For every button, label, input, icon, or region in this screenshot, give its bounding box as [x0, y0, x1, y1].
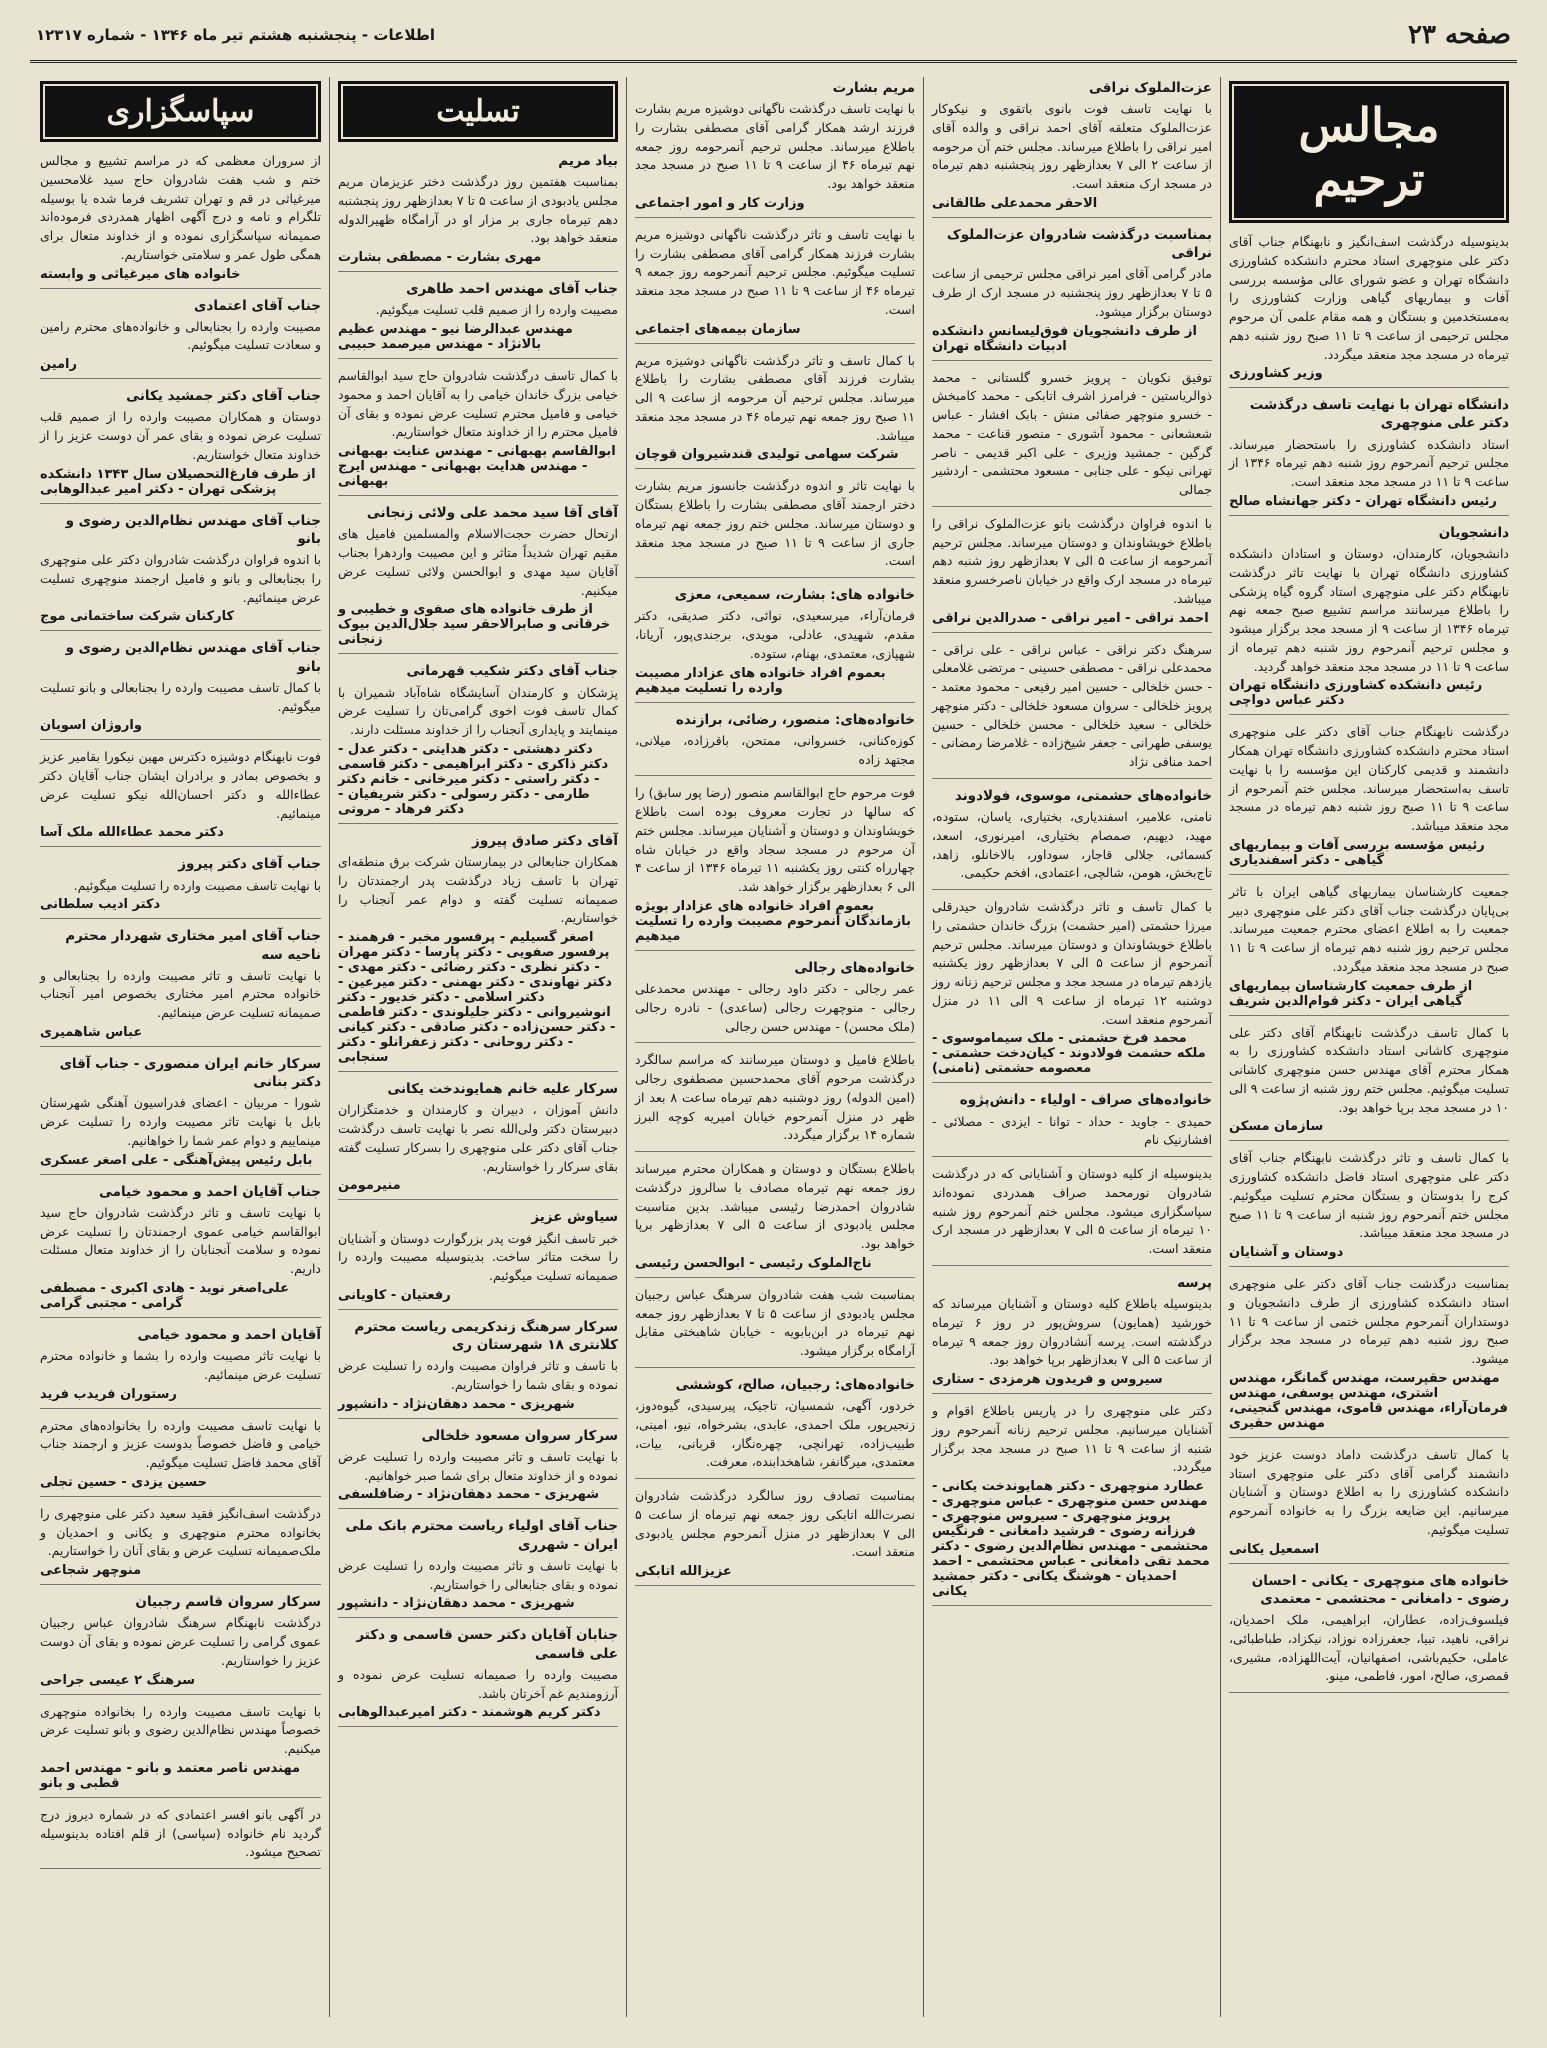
notice	[40, 512, 321, 632]
notice-text: بمناسبت هفتمین روز درگذشت دختر عزیزمان مریم مجلس یادبودی از ساعت ۵ تا ۷ بعدازظهر روز پنجشنبه دهم تیرماه جاری بر مزار او در آرامگاه ظهیرالدوله منعقد خواهد بود.	[337, 174, 618, 246]
column-5	[32, 77, 329, 2017]
notice-text: با نهایت تاسف و تاثر مصیبت وارده را بجنابعالی و خانواده محترم امیر مختاری بخصوص امیر آنجناب صمیمانه تسلیت عرض مینمائیم.	[40, 967, 321, 1021]
notice	[40, 1703, 321, 1798]
notice	[635, 477, 915, 578]
notice-text: با اندوه فراوان درگذشت شادروان دکتر علی منوچهری را بجنابعالی و بانو و فامیل ارجمند منوچهری تسلیت عرض مینمائیم.	[40, 552, 321, 605]
notice-text: فیلسوف‌زاده، عطاران، ابراهیمی، ملک احمدیان، نراقی، ناهید، تبیا، جعفرزاده نوزاد، نیکزاد، طباطبائی، عاملی، حکیم‌باشی، اصفهانیان، آیت‌اللهزاده، مشیری، قمصری، صالح، امور، فاطمی، مینو.	[1229, 1612, 1509, 1684]
notice	[635, 79, 915, 218]
notice-title: آقای دکتر صادق پیروز	[472, 832, 618, 849]
notice	[635, 352, 915, 470]
notice-signature: منیرمومن	[338, 1178, 401, 1194]
notice-signature: رامین	[40, 357, 77, 373]
notice-title: خانواده‌های رجالی	[794, 959, 915, 976]
notice-text: خردور، آگهی، شمسیان، تاجیک، پیرسیدی، گیوه‌دوز، زنجیرپور، ملک احمدی، عابدی، بشرخواه، نیو، امینی، طبیب‌زاده، تهرانچی، چهره‌نگار، قربانی، بیات، معتمدی، میرگانفر، شاهخدابنده، معرفت.	[635, 1398, 915, 1470]
notice-text: درگذشت نابهنگام سرهنگ شادروان عباس رجبیان عموی گرامی را تسلیت عرض نموده و بقای آن دوست عزیز را خواستاریم.	[40, 1615, 321, 1668]
notice-title: خانواده‌های حشمتی، موسوی، فولادوند	[954, 787, 1212, 804]
notice	[635, 1487, 915, 1586]
notice-title: خانواده‌های: منصور، رضائی، برازنده	[675, 711, 915, 728]
notice-signature: خانواده های میرغیاثی و وابسته	[40, 266, 241, 282]
notice	[338, 1626, 618, 1727]
notice	[40, 1593, 321, 1694]
notice-signature: منوچهر شجاعی	[40, 1563, 142, 1579]
notice	[1229, 233, 1509, 388]
notice-title: خانواده های: بشارت، سمیعی، معزی	[674, 587, 915, 604]
notice-signature: دکتر دهشتی - دکتر هدایتی - دکتر عدل - دکتر ذاکری - دکتر ابراهیمی - دکتر قاسمی - دکتر راستی - دکتر میرخانی - خانم دکتر طارمی - دکتر رسولی - دکتر شریفیان - دکتر فرهاد - مروتی	[338, 741, 609, 817]
notice-signature: شهریزی - محمد دهقان‌نژاد - دانشپور	[338, 1396, 575, 1412]
notice-signature: مهندس حقپرست، مهندس گمانگر، مهندس اشتری، مهندس یوسفی، مهندس فرمان‌آراء، مهندس قاموی، مهندس گنجینی، مهندس حقیری	[1229, 1370, 1508, 1431]
notice	[1229, 723, 1509, 875]
notice-text: مصیبت وارده را صمیمانه تسلیت عرض نموده و آرزومندیم غم آخرتان باشد.	[338, 1666, 618, 1701]
notice-signature: مهندس عبدالرضا نیو - مهندس عظیم بالانژاد - مهندس میرصمد حبیبی	[338, 322, 573, 353]
notice	[635, 1051, 915, 1152]
notice-title: جناب آقای اعتمادی	[194, 297, 321, 314]
notice-title: جناب آقای مهندس نظام‌الدین رضوی و بانو	[65, 512, 321, 547]
notice	[1229, 396, 1509, 516]
notice	[635, 784, 915, 951]
notice-text: درگذشت نابهنگام جناب آقای دکتر علی منوچهری استاد محترم دانشکده کشاورزی دانشگاه تهران همکار دانشمند و قدیمی کارکنان این مؤسسه را با نهایت تاسف به‌استحضار میرساند. مجلس ختم آنمرحوم از ساعت ۹ تا ۱۱ صبح روز شنبه دهم تیرماه در مسجد مجد منعقد میباشد.	[1229, 724, 1509, 834]
notice-text: ارتحال حضرت حجت‌الاسلام والمسلمین فامیل های مقیم تهران شدیداً متاثر و این مصیبت واردهرا بجناب آقایان سید مهدی و ابوالحسن ولائی تسلیت عرض میکنیم.	[338, 526, 618, 598]
notice-text: با نهایت تاسف فوت بانوی باتقوی و نیکوکار عزت‌الملوک متعلقه آقای احمد نراقی و والده آقای امیر نراقی را باطلاع میرساند. مجلس ختم آن مرحومه از ساعت ۲ الی ۷ بعدازظهر روز پنجشنبه دهم تیرماه در مسجد ارک منعقد است.	[932, 101, 1212, 192]
notice-text: دوستان و همکاران مصیبت وارده را از صمیم قلب تسلیت عرض نموده و بقای عمر آن دوست عزیز را از خداوند متعال خواستاریم.	[40, 409, 321, 462]
notice	[40, 387, 321, 503]
notice-signature: از طرف دانشجویان فوق‌لیسانس دانشکده ادبیات دانشگاه تهران	[932, 323, 1197, 354]
notice	[635, 1160, 915, 1278]
notice-signature: سازمان مسکن	[1229, 1119, 1324, 1135]
section-banner-sepas: سپاسگزاری	[40, 81, 321, 142]
notice	[40, 639, 321, 740]
notice-text: خبر تاسف انگیز فوت پدر بزرگوارت دوستان و آشنایان را سخت متاثر ساخت. بدینوسیله مصیبت وارده را صمیمانه تسلیت میگوئیم.	[338, 1230, 618, 1284]
notice	[40, 855, 321, 919]
notice-title: سرکار سروان مسعود خلخالی	[421, 1427, 618, 1444]
notice-signature: از طرف فارغ‌التحصیلان سال ۱۳۴۳ دانشکده پزشکی تهران - دکتر امیر عبدالوهابی	[40, 466, 316, 497]
notice-title: دانشگاه تهران با نهایت تاسف درگذشت دکتر علی منوچهری	[1249, 397, 1509, 432]
notice	[338, 280, 618, 359]
notice-text: با کمال تاسف و تاثر درگذشت نابهنگام جناب آقای دکتر علی منوچهری استاد فاضل دانشکده کشاورزی کرج را بدوستان و بستگان محترم تسلیت میگوئیم. مجلس ختم آنمرحوم روز شنبه از ساعت ۹ تا ۱۱ صبح در مسجد مجد منعقد میباشد.	[1229, 1150, 1510, 1241]
notice-signature: علی‌اصغر نوید - هادی اکبری - مصطفی گرامی - مجتبی گرامی	[40, 1280, 289, 1311]
notice-title: خانواده‌های: رجبیان، صالح، کوششی	[675, 1376, 915, 1393]
notice-title: جناب آقای دکتر جمشید یکانی	[126, 388, 321, 405]
notice-text: با نهایت تاسف مصیبت وارده را تسلیت میگوئیم.	[73, 877, 321, 893]
notice-text: در آگهی بانو افسر اعتمادی که در شماره دیروز درج گردید نام خانواده (سپاسی) از قلم افتاده بدینوسیله تصحیح میشود.	[40, 1806, 321, 1860]
notice	[338, 1080, 618, 1200]
notice-text: سرهنگ دکتر نراقی - عباس نراقی - علی نراقی - محمدعلی نراقی - مصطفی حسینی - مرتضی غلامعلی - حسن خلخالی - حسین امیر رفیعی - محمود معتمد - پرویز خلخالی - سروان مسعود خلخالی - دکتر منوچهر خلخالی - سعید خلخالی - محسن خلخالی - حسین یوسفی طهرانی - جعفر شیخ‌زاده - غلامرضا رمضانی - احمد منافی نژاد	[932, 641, 1212, 770]
notice	[932, 641, 1212, 779]
notice-signature: سیروس و فریدون هرمزدی - ستاری	[932, 1372, 1163, 1388]
notice-text: بدینوسیله باطلاع کلیه دوستان و آشنایان میرساند که خورشید (همایون) سروش‌پور در روز ۶ تیرماه درگذشته است. پرسه آنشادروان روز جمعه ۹ تیرماه از ساعت ۵ الی ۷ بعدازظهر برپا خواهد بود.	[932, 1296, 1212, 1368]
notice-title: سرکار خانم ایران منصوری - جناب آقای دکتر بنانی	[59, 1055, 321, 1091]
section-banner-tasliat: تسلیت	[338, 81, 618, 142]
notice	[1229, 1446, 1509, 1564]
notice-text: مصیبت وارده را از صمیم قلب تسلیت میگوئیم.	[375, 302, 618, 318]
notice-title: جناب آقای امیر مختاری شهردار محترم ناحیه سه	[65, 928, 321, 963]
notice	[40, 1055, 321, 1175]
notice	[635, 711, 915, 777]
notice-text: حمیدی - جاوید - حداد - توانا - ایزدی - مصلائی - افشارنیک نام	[932, 1113, 1212, 1148]
notice-title: سرکار سروان قاسم رجبیان	[135, 1594, 321, 1611]
notice	[40, 297, 321, 380]
notice	[338, 832, 618, 1072]
notice-title: بمناسبت درگذشت شادروان عزت‌الملوک نراقی	[946, 226, 1212, 262]
notice-title: بیاد مریم	[558, 153, 618, 169]
issue-info: اطلاعات - پنجشنبه هشتم تیر ماه ۱۳۴۶ - شماره ۱۲۳۱۷	[36, 26, 435, 44]
notice	[1229, 1572, 1509, 1693]
notice	[338, 1517, 618, 1618]
notice-signature: رئیس دانشکده کشاورزی دانشگاه تهران دکتر عباس دواچی	[1229, 678, 1483, 709]
notice	[40, 1417, 321, 1497]
notice-text: توفیق نکویان - پرویز خسرو گلستانی - محمد ذوالریاستین - فرامرز اشرف اتابکی - محمد کامبخش - خسرو منوچهر صفائی منش - بابک افشار - عباس شعشعانی - محمود آشوری - منصور قناعت - محمد گرگین - جمشید وزیری - علی اکبر قدیمی - ناصر تهرانی نیکو - علی جنابی - مسعود محتشمی - اردشیر جمالی	[932, 369, 1212, 498]
notice-text: با کمال تاسف و تاثر درگذشت ناگهانی دوشیزه مریم بشارت فرزند آقای مصطفی بشارت را باطلاع میرساند. مجلس ترحیم آن مرحومه از ساعت ۹ الی ۱۱ صبح روز جمعه نهم تیرماه ۴۶ در مسجد مجد منعقد میباشد.	[635, 352, 915, 443]
notice	[932, 787, 1212, 890]
notice-signature: سازمان بیمه‌های اجتماعی	[635, 321, 801, 337]
notice-title: خانواده های منوچهری - یکانی - احسان رضوی - دامغانی - محتشمی - معتمدی	[1251, 1572, 1509, 1607]
notice-signature: عزیزالله اتابکی	[635, 1564, 732, 1580]
notice-title: سرکار سرهنگ زندکریمی ریاست محترم کلانتری ۱۸ شهرستان ری	[354, 1318, 618, 1353]
notice-text: کوزه‌کنانی، خسروانی، ممتحن، باقرزاده، میلانی، مجتهد زاده	[635, 732, 915, 767]
notice	[40, 1183, 321, 1318]
notice-text: درگذشت اسف‌انگیز فقید سعید دکتر علی منوچهری را بخانواده محترم منوچهری و یکانی و احمدیان و ملک‌صمیمانه تسلیت عرض و بقای آنان را خواستاریم.	[40, 1505, 321, 1559]
notice-title: آقایان احمد و محمود خیامی	[137, 1326, 321, 1343]
notice-signature: مهندس ناصر معتمد و بانو - مهندس احمد قطبی و بانو	[40, 1760, 301, 1791]
notice-signature: عطارد منوچهری - دکتر همایوندخت یکانی - مهندس حسن منوچهری - عباس منوچهری - پرویز منوچهری - سیروس منوچهری - فرزانه رضوی - فرشید دامغانی - فرنگیس محتشمی - مهندس نظام‌الدین رضوی - دکتر محمد تقی دامغانی - عباس محتشمی - احمد احمدیان - هوشنگ یکانی - دکتر جمشید یکانی	[932, 1479, 1210, 1600]
notice	[338, 1427, 618, 1510]
notice-text: با نهایت تاسف مصیبت وارده را بخانواده‌های محترم خیامی و فاضل خصوصاً بدوست عزیز و ارجمند جناب آقای محمد فاضل تسلیت میگوئیم.	[40, 1417, 321, 1471]
notice-text: بمناسبت درگذشت جناب آقای دکتر علی منوچهری استاد دانشکده کشاورزی از طرف دانشجویان و دوستداران آنمرحوم مجلس ختمی از ساعت ۹ تا ۱۱ صبح روز شنبه دهم تیرماه در مسجد مجد برگزار میشود.	[1229, 1276, 1509, 1367]
notice	[1229, 524, 1509, 715]
notice	[40, 1806, 321, 1869]
notice-signature: اسمعیل یکانی	[1229, 1541, 1320, 1557]
notice-text: با نهایت تاسف و تاثر درگذشت شادروان حاج سید ابوالقاسم خیامی عموی ارجمندتان را تسلیت عرض نموده و سلامت آنجنابان را از خداوند متعال مسئلت داریم.	[40, 1204, 321, 1277]
notice-signature: دکتر کریم هوشمند - دکتر امیرعبدالوهابی	[338, 1705, 601, 1721]
notice-text: مصیبت وارده را بجنابعالی و خانواده‌های محترم رامین و سعادت تسلیت میگوئیم.	[40, 318, 321, 353]
notice-title: خانواده‌های صراف - اولیاء - دانش‌پژوه	[959, 1092, 1212, 1109]
notice-text: فوت مرحوم حاج ابوالقاسم منصور (رضا پور سابق) را که سالها در تجارت معروف بوده است باطلاع خویشاوندان و دوستان و آشنایان میرساند. مجلس ختم آن مرحوم در مسجد سجاد واقع در خیابان شاه چهارراه کنتی روز یکشنبه ۱۱ تیرماه ۱۳۴۶ از ساعت ۴ الی ۶ بعدازظهر برگزار خواهد شد.	[635, 785, 915, 895]
notice-title: پرسه	[1177, 1274, 1212, 1291]
notice-text: دکتر علی منوچهری را در پاریس باطلاع اقوام و آشنایان میرسانیم. مجلس ترحیم زنانه آنمرحوم روز شنبه از ساعت ۹ تا ۱۱ صبح در مسجد مجد برگزار میگردد.	[932, 1403, 1212, 1475]
notice	[635, 1286, 915, 1368]
notice	[635, 1376, 915, 1479]
notice-text: با کمال تاسف و تاثر درگذشت شادروان حیدرقلی میرزا حشمتی (امیر حشمت) بزرگ خاندان حشمتی را باطلاع خویشاوندان و دوستان میرساند. مجلس ترحیم آنمرحوم از ساعت ۵ الی ۷ بعدازظهر روز یکشنبه یازدهم تیرماه در مسجد مجد و مجلس ترحیم زنانه روز دوشنبه ۱۲ تیرماه از ساعت ۹ الی ۱۱ در منزل آنمرحوم منعقد است.	[932, 899, 1213, 1027]
notice-title: سرکار علیه خانم همایوندخت یکانی	[387, 1081, 618, 1098]
notice	[932, 515, 1212, 633]
notice-signature: کارکنان شرکت ساختمانی موج	[40, 609, 235, 625]
notice-text: با تاسف و تاثر فراوان مصیبت وارده را تسلیت عرض نموده و بقای شما را خواستاریم.	[338, 1358, 618, 1392]
notice-text: عمر رجالی - دکتر داود رجالی - مهندس محمدعلی رجالی - منوچهرت رجالی (ساعدی) - نادره رجالی (ملک محسن) - مهندس حسن رجالی	[635, 981, 915, 1034]
column-4	[329, 77, 626, 2017]
notice	[338, 152, 618, 272]
notice	[635, 959, 915, 1043]
notice-text: شورا - مربیان - اعضای فدراسیون آهنگی شهرستان بابل با نهایت تاثر مصیبت وارده را تسلیت عرض مینماییم و دوام عمر شما را خواهانیم.	[40, 1095, 321, 1148]
notice	[40, 1505, 321, 1585]
notice-signature: دوستان و آشنایان	[1229, 1245, 1344, 1261]
notice-signature: ناج‌الملوک رئیسی - ابوالحسن رئیسی	[635, 1255, 872, 1271]
notice-title: جناب آقای مهندس نظام‌الدین رضوی و بانو	[65, 640, 321, 675]
notice-title: جنابان آقایان دکتر حسن قاسمی و دکتر علی قاسمی	[356, 1627, 618, 1662]
notice	[1229, 883, 1509, 1016]
notice-text: فوت نابهنگام دوشیزه دکترس مهین نیکورا بقامیر عزیز و بخصوص بمادر و برادران ایشان جناب آقایان دکتر عطاءالله و دکتر احسان‌الله نیکو تسلیت عرض مینمائیم.	[40, 749, 321, 821]
notice-signature: عباس شاهمیری	[40, 1024, 143, 1040]
notice-text: دانشجویان، کارمندان، دوستان و استادان دانشکده کشاورزی دانشگاه تهران با نهایت تاثر درگذشت نابهنگام دکتر علی منوچهری استاد گروه گیاه پزشکی را باطلاع میرسانند مراسم تشییع صبح جمعه نهم تیرماه ۱۳۴۶ از ساعت ۹ از مسجد مجد برگزار میشود و مجلس ترحیم آنمرحوم روز شنبه دهم تیرماه از ساعت ۹ تا ۱۱ در مسجد مجد منعقد خواهد گردید.	[1229, 546, 1509, 674]
notice-signature: اصغر گسیلیم - پرفسور مخبر - فرهمند - پرفسور صفویی - دکتر پارسا - دکتر مهران - دکتر نظری - دکتر رضائی - دکتر مهدی - دکتر نهاوندی - دکتر بهمنی - دکتر میرعین - دکتر اسلامی - دکتر خدیور - دکتر انوشیروانی - دکتر جلیلوندی - دکتر فاطمی - دکتر حسن‌زاده - دکتر صادقی - دکتر کیانی - دکتر روحانی - دکتر زعفرانلو - دکتر سنجابی	[338, 930, 616, 1066]
notice-text: نامنی، علامیر، اسفندیاری، بختیاری، یاسان، ستوده، مهید، دیهیم، صمصام بختیاری، امیرنوری، اسعد، کسمائی، جلالی قاجار، سوداور، بالاخانلو، زاهد، تاج‌بخش، هومن، شالچی، اعتمادی، افخم حکیمی.	[932, 809, 1212, 881]
notice	[932, 1274, 1212, 1394]
notice-signature: از طرف خانواده های صفوی و خطیبی و خرقانی و صابرالاحقر سید جلال‌الدین بیوک زنجانی	[338, 602, 611, 648]
notice-title: عزت‌الملوک نراقی	[1088, 80, 1212, 96]
notice-text: با نهایت تاسف مصیبت وارده را بخانواده منوچهری خصوصاً مهندس نظام‌الدین رضوی و بانو تسلیت عرض میکنیم.	[40, 1703, 321, 1757]
notice	[932, 898, 1212, 1083]
notice-text: از سروران معظمی که در مراسم تشییع و مجالس ختم و شب هفت شادروان حاج سید غلامحسین میرغیاثی در قم و تهران تشریف فرما شده یا بوسیله تلگرام و نامه و درج آگهی اظهار همدردی فرموده‌اند صمیمانه سپاسگزاری نموده و از خداوند متعال برای همگی طول عمر و سلامتی خواستاریم.	[40, 153, 321, 262]
notice-title: جناب آقای مهندس احمد طاهری	[406, 281, 618, 298]
notice-title: سیاوش عزیز	[531, 1209, 618, 1226]
notice-text: جمعیت کارشناسان بیماریهای گیاهی ایران با تاثر بی‌پایان درگذشت جناب آقای دکتر علی منوچهری دبیر جمعیت را به اطلاع اعضای محترم جمعیت میرساند. مجلس ترحیم روز شنبه دهم تیرماه از ساعت ۹ تا ۱۱ صبح در مسجد مجد منعقد میگردد.	[1229, 883, 1509, 974]
notice-text: با کمال تاسف درگذشت نابهنگام آقای دکتر علی منوچهری کاشانی استاد دانشکده کشاورزی را به همکار محترم آقای مهندس حسن منوچهری کاشانی تسلیت میگوئیم. مجلس ختم روز شنبه از ساعت ۹ الی ۱۰ در مسجد مجد برپا خواهد بود.	[1229, 1024, 1509, 1115]
notice	[932, 226, 1212, 361]
notice	[40, 748, 321, 847]
notice-text: با نهایت تاسف و تاثر درگذشت ناگهانی دوشیزه مریم بشارت فرزند همکار گرامی آقای مصطفی بشارت را تسلیت میگوئیم. مجلس ترحیم آنمرحومه روز جمعه ۹ تیرماه ۴۶ از ساعت ۹ تا ۱۱ صبح در مسجد مجد منعقد است.	[635, 226, 916, 317]
notice	[932, 1091, 1212, 1157]
notice-signature: شرکت سهامی تولیدی قندشیروان قوچان	[635, 447, 899, 463]
notice-signature: محمد فرخ حشمتی - ملک سیماموسوی - ملکه حشمت فولادوند - کیان‌دخت حشمتی - معصومه حشمتی (نامنی)	[932, 1031, 1206, 1077]
notice	[1229, 1275, 1509, 1438]
notice-signature: وزارت کار و امور اجتماعی	[635, 195, 805, 211]
notice-signature: بعموم افراد خانواده های عزادار مصیبت وارده را تسلیت میدهیم	[635, 665, 886, 696]
notice-text: با نهایت تاثر مصیبت وارده را بشما و خانواده محترم تسلیت عرض مینمائیم.	[40, 1348, 321, 1382]
notice	[1229, 1149, 1509, 1267]
notice-signature: رستوران فریدب فرید	[40, 1386, 177, 1402]
notice-title: آقای آقا سید محمد علی ولائی زنجانی	[366, 505, 618, 522]
notice-signature: از طرف جمعیت کارشناسان بیماریهای گیاهی ایران - دکتر قوام‌الدین شریف	[1229, 978, 1473, 1009]
notice	[40, 1326, 321, 1409]
notice	[932, 79, 1212, 218]
page-number: صفحه ۲۳	[1408, 20, 1511, 50]
notice-signature: دکتر ادیب سلطانی	[40, 897, 161, 913]
columns	[30, 77, 1517, 2017]
notice	[932, 1402, 1212, 1606]
notice-signature: بعموم افراد خانواده های عزادار بویژه بازماندگان آنمرحوم مصیبت وارده را تسلیت میدهیم	[635, 898, 911, 944]
notice	[635, 226, 915, 344]
notice-text: بمناسبت تصادف روز سالگرد درگذشت شادروان نصرت‌الله اتابکی روز جمعه نهم تیرماه از ساعت ۵ الی ۷ بعدازظهر در منزل آنمرحوم مجلس یادبودی منعقد است.	[635, 1488, 915, 1560]
notice-title: جناب آقای دکتر شکیب قهرمانی	[406, 663, 618, 680]
notice-text: استاد دانشکده کشاورزی را باستحضار میرساند. مجلس ترحیم آنمرحوم روز شنبه دهم تیرماه ۱۳۴۶ از ساعت ۹ تا ۱۱ در مسجد مجد منعقد است.	[1229, 436, 1510, 490]
notice-text: با اندوه فراوان درگذشت بانو عزت‌الملوک نراقی را باطلاع خویشاوندان و دوستان میرساند. مجلس ترحیم آنمرحومه از ساعت ۵ الی ۷ بعدازظهر روز شنبه دهم تیرماه در مسجد ارک واقع در خیابان ناصرخسرو منعقد میباشد.	[932, 515, 1213, 606]
notice-text: بمناسبت شب هفت شادروان سرهنگ عباس رجبیان مجلس یادبودی از ساعت ۵ تا ۷ بعدازظهر روز جمعه نهم تیرماه در ابن‌بابویه - خیابان شاهبختی مقابل آرامگاه برگزار میشود.	[635, 1286, 916, 1359]
notice-text: دانش آموزان ، دبیران و کارمندان و خدمتگزاران دبیرستان دکتر ولی‌الله نصر با نهایت تاسف درگذشت جناب آقای دکتر علی منوچهری را بسرکار تسلیت گفته بقای سرکار را خواستاریم.	[338, 1102, 618, 1174]
column-1	[1220, 77, 1517, 2017]
notice	[338, 1318, 618, 1419]
notice-text: بدینوسیله درگذشت اسف‌انگیز و نابهنگام جناب آقای دکتر علی منوچهری استاد محترم دانشکده کشاورزی دانشگاه تهران و عضو شورای عالی مؤسسه بررسی آفات و بیماریهای گیاهی وزارت کشاورزی را به‌مستخدمین و بستگان و همه مقام علمی آن مرحوم مجلس ترحیمی از ساعت ۹ تا ۱۱ صبح روز شنبه دهم تیرماه در مسجد مجد منعقد میگردد.	[1229, 234, 1510, 362]
notice-signature: رئیس مؤسسه بررسی آفات و بیماریهای گیاهی - دکتر اسفندیاری	[1229, 837, 1485, 868]
notice-signature: شهریزی - محمد دهقان‌نژاد - دانشپور	[338, 1596, 575, 1612]
notice	[338, 367, 618, 496]
notice	[338, 1208, 618, 1309]
notice-text: با نهایت تاسف و تاثر مصیبت وارده را تسلیت عرض نموده و از خداوند متعال برای شما صبر خواهانیم.	[338, 1448, 618, 1483]
notice-text: با نهایت تاسف درگذشت ناگهانی دوشیزه مریم بشارت فرزند ارشد همکار گرامی آقای مصطفی بشارت را باطلاع میرساند. مجلس ترحیم آنمرحومه روز جمعه نهم تیرماه ۴۶ از ساعت ۹ تا ۱۱ صبح در مسجد مجد منعقد خواهد بود.	[635, 101, 915, 192]
notice-signature: مهری بشارت - مصطفی بشارت	[338, 250, 542, 266]
notice	[932, 369, 1212, 507]
notice-title: دانشجویان	[1438, 524, 1509, 541]
notice-signature: وزیر کشاورزی	[1229, 366, 1323, 382]
notice	[40, 927, 321, 1047]
notice	[932, 1165, 1212, 1266]
notice-text: با کمال تاسف مصیبت وارده را بجنابعالی و بانو تسلیت میگوئیم.	[40, 679, 321, 714]
notice-text: با نهایت تاسف و تاثر مصیبت وارده را تسلیت عرض نموده و بقای جنابعالی را خواستاریم.	[338, 1557, 618, 1592]
notice-text: فرمان‌آراء، میرسعیدی، نوائی، دکتر صدیقی، دکتر مقدم، شهیدی، عادلی، مویدی، برجندی‌پور، آریانا، شهپازی، معتمدی، بهنام، ستوده.	[635, 608, 915, 661]
notice-signature: رئیس دانشگاه تهران - دکتر جهانشاه صالح	[1229, 493, 1497, 509]
notice-text: بدینوسیله از کلیه دوستان و آشنایانی که در درگذشت شادروان نورمحمد صراف همدردی نموده‌اند سپاسگزاری میشود. مجلس ختم آنمرحوم روز شنبه ۱۰ تیرماه از ساعت ۵ الی ۷ بعدازظهر در مسجد ارک منعقد است.	[932, 1166, 1213, 1257]
masthead	[30, 18, 1517, 63]
notice-title: جناب آقایان احمد و محمود خیامی	[98, 1183, 321, 1200]
notice-text: پزشکان و کارمندان آسایشگاه شاه‌آباد شمیران با کمال تاسف فوت اخوی گرامی‌تان را تسلیت عرض مینمایند و پایداری آنجناب را از خداوند مسئلت دارند.	[338, 684, 618, 738]
column-2	[923, 77, 1220, 2017]
notice	[635, 586, 915, 702]
notice-text: باطلاع بستگان و دوستان و همکاران محترم میرساند روز جمعه نهم تیرماه مصادف با سالروز درگذشت شادروان احمدرضا رئیسی میباشد. بدین مناسبت مجلس یادبودی از ساعت ۵ الی ۷ بعدازظهر برپا خواهد بود.	[635, 1161, 915, 1252]
notice-signature: الاحقر محمدعلی طالقانی	[932, 195, 1098, 211]
notice-signature: رفعتیان - کاویانی	[338, 1287, 451, 1303]
notice-text: با کمال تاسف درگذشت داماد دوست عزیز خود دانشمند گرامی آقای دکتر علی منوچهری استاد دانشکده کشاورزی را به اطلاع دوستان و آشنایان میرسانیم. این ضایعه بزرگ را به خانواده آنمرحوم تسلیت میگوئیم.	[1229, 1446, 1509, 1537]
notice-title: جناب آقای اولیاء ریاست محترم بانک ملی ایران - شهرری	[345, 1518, 618, 1553]
notice-signature: دکتر محمد عطاءالله ملک آسا	[40, 825, 224, 841]
notice	[338, 504, 618, 654]
notice-signature: احمد نراقی - امیر نراقی - صدرالدین نراقی	[932, 610, 1209, 626]
notice-signature: شهریزی - محمد دهقان‌نژاد - رضافلسفی	[338, 1487, 599, 1503]
notice-signature: واروژان اسویان	[40, 718, 142, 734]
notice	[338, 662, 618, 823]
notice	[1229, 1024, 1509, 1142]
notice-title: مریم بشارت	[832, 80, 915, 96]
column-3	[626, 77, 923, 2017]
notice-text: همکاران جنابعالی در بیمارستان شرکت برق منطقه‌ای تهران با تاسف زیاد درگذشت پدر ارجمندتان را صمیمانه تسلیت گفته و دوام عمر آنجناب را خواستاریم.	[338, 854, 618, 926]
notice-signature: سرهنگ ۲ عیسی جراحی	[40, 1672, 196, 1688]
notice-signature: بابل رئیس پیش‌آهنگی - علی اصغر عسکری	[40, 1152, 313, 1168]
notice-text: با کمال تاسف درگذشت شادروان حاج سید ابوالقاسم خیامی بزرگ خاندان خیامی را به آقایان احمد و محمود خیامی و فامیل محترم تسلیت عرض نموده و بقای آن فامیل محترم را از خداوند متعال خواستاریم.	[338, 368, 618, 440]
notice-signature: حسین یزدی - حسین تجلی	[40, 1474, 207, 1490]
notice-text: باطلاع فامیل و دوستان میرسانند که مراسم سالگرد درگذشت مرحوم آقای محمدحسین مصطفوی رجالی (امین الدوله) روز دوشنبه دهم تیرماه ساعت ۸ بعد از ظهر در منزل آنمرحوم خیابان امیریه کوچه البرز شماره ۱۴ برگزار میگردد.	[635, 1052, 915, 1143]
notice-signature: ابوالقاسم بهبهانی - مهندس عنایت بهبهانی - مهندس هدایت بهبهانی - مهندس ایرج بهبهانی	[338, 444, 616, 490]
notice-text: با نهایت تاثر و اندوه درگذشت جانسوز مریم بشارت دختر ارجمند آقای مصطفی بشارت را باطلاع بستگان و دوستان میرساند. مجلس ختم روز جمعه نهم تیرماه جاری از ساعت ۹ تا ۱۱ صبح در مسجد مجد منعقد است.	[635, 478, 915, 569]
notice	[40, 152, 321, 289]
notice-title: جناب آقای دکتر پیروز	[178, 856, 321, 873]
notice-text: مادر گرامی آقای امیر نراقی مجلس ترحیمی از ساعت ۵ تا ۷ بعدازظهر روز پنجشنبه در مسجد ارک از طرف دوستان برگزار میشود.	[932, 266, 1212, 319]
section-banner-tarhim: مجالس ترحیم	[1229, 81, 1509, 223]
